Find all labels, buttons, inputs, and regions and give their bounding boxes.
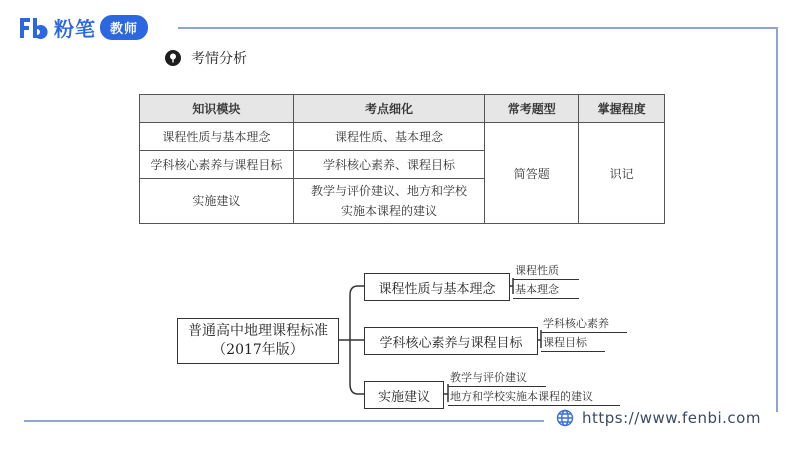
mindmap-branch: 实施建议 xyxy=(364,381,444,409)
mindmap-leaf: 课程性质 xyxy=(513,262,579,280)
cell-level: 识记 xyxy=(579,123,665,224)
mindmap-root xyxy=(177,318,339,364)
mindmap-leaf: 基本理念 xyxy=(513,281,579,299)
brand-badge: 教师 xyxy=(100,15,148,40)
mindmap-leaf: 课程目标 xyxy=(541,334,605,352)
cell-module: 实施建议 xyxy=(140,179,294,224)
header-module: 知识模块 xyxy=(140,95,294,123)
mindmap-leaf: 学科核心素养 xyxy=(541,315,627,333)
mindmap-branch: 课程性质与基本理念 xyxy=(364,273,510,301)
header-detail: 考点细化 xyxy=(293,95,485,123)
header-level: 掌握程度 xyxy=(579,95,665,123)
footer-url[interactable] xyxy=(556,409,761,427)
mindmap-leaf: 教学与评价建议 xyxy=(448,369,546,387)
brand-name: 粉笔 xyxy=(54,16,96,41)
mindmap-branch: 学科核心素养与课程目标 xyxy=(364,327,538,355)
cell-detail: 课程性质、基本理念 xyxy=(293,123,485,151)
mindmap-leaf: 地方和学校实施本课程的建议 xyxy=(448,388,620,406)
cell-module: 课程性质与基本理念 xyxy=(140,123,294,151)
globe-icon xyxy=(556,409,574,427)
footer-url-text[interactable]: https://www.fenbi.com xyxy=(582,409,761,427)
root-edition: （2017年版） xyxy=(212,342,304,358)
root-title: 普通高中地理课程标准 xyxy=(188,323,328,339)
section-title: 考情分析 xyxy=(191,51,247,67)
cell-detail: 学科核心素养、课程目标 xyxy=(293,151,485,179)
cell-detail-line1: 教学与评价建议、地方和学校 xyxy=(310,184,467,198)
cell-module: 学科核心素养与课程目标 xyxy=(140,151,294,179)
cell-type: 简答题 xyxy=(485,123,579,224)
cell-detail-line2: 实施本课程的建议 xyxy=(340,204,437,218)
header-type: 常考题型 xyxy=(485,95,579,123)
